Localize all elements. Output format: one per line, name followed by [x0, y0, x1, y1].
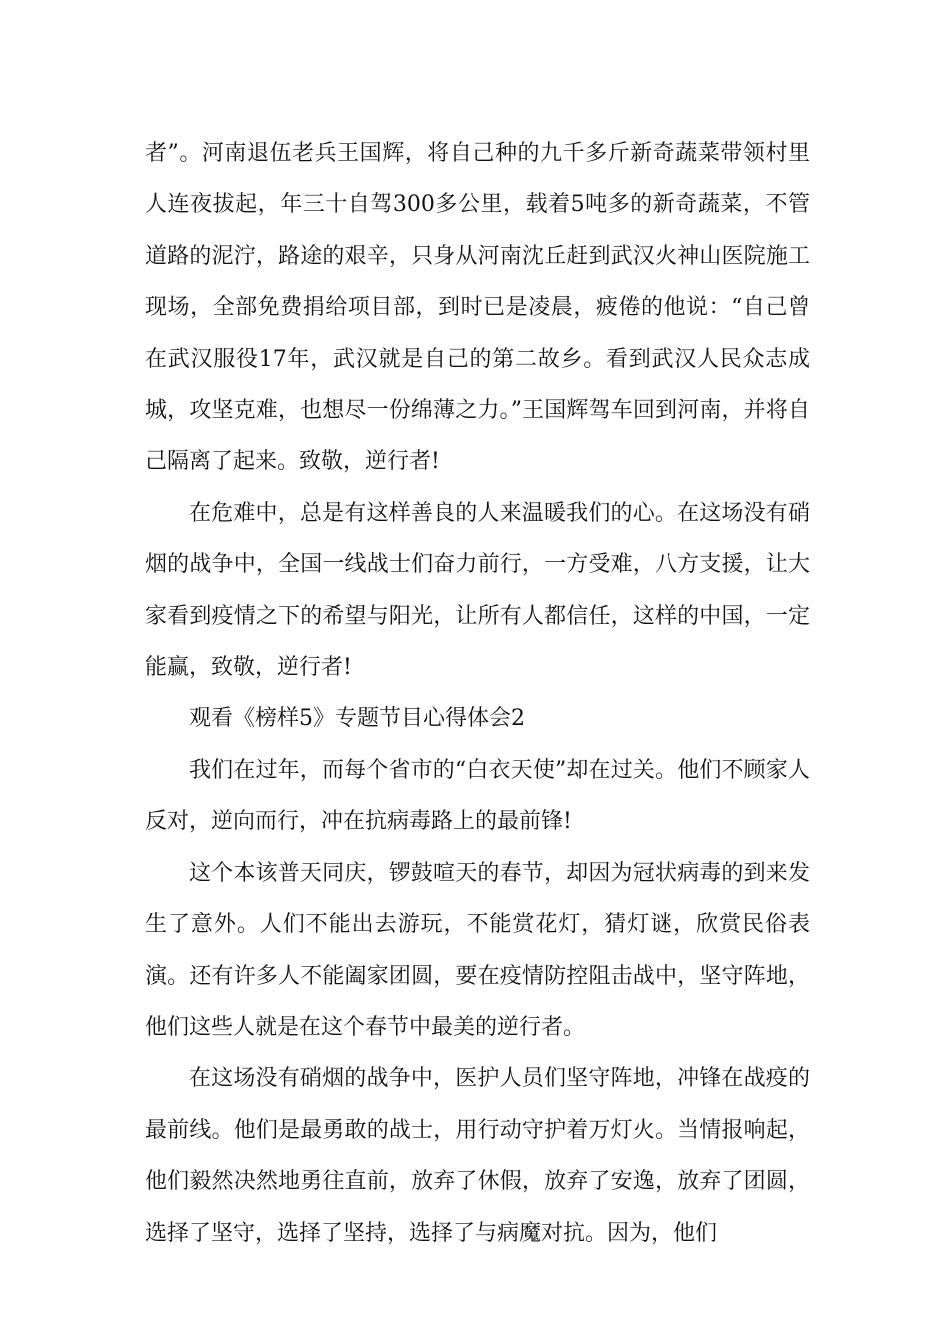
section-heading: 观看《榜样5》专题节目心得体会2	[189, 706, 525, 732]
paragraph: 我们在过年，而每个省市的“白衣天使”却在过关。他们不顾家人反对，逆向而行，冲在抗病毒路上的最前锋!	[145, 757, 810, 835]
paragraph: 这个本该普天同庆，锣鼓喧天的春节，却因为冠状病毒的到来发生了意外。人们不能出去游玩，不能赏花灯，猜灯谜，欣赏民俗表演。还有许多人不能阖家团圆，要在疫情防控阻击战中，坚守阵地，他们这些人就是在这个春节中最美的逆行者。	[145, 860, 810, 1040]
document-body	[145, 128, 810, 1259]
paragraph: 在危难中，总是有这样善良的人来温暖我们的心。在这场没有硝烟的战争中，全国一线战士们奋力前行，一方受难，八方支援，让大家看到疫情之下的希望与阳光，让所有人都信任，这样的中国，一定能赢，致敬，逆行者!	[145, 500, 810, 681]
paragraph: 在这场没有硝烟的战争中，医护人员们坚守阵地，冲锋在战疫的最前线。他们是最勇敢的战士，用行动守护着万灯火。当情报响起，他们毅然决然地勇往直前，放弃了休假，放弃了安逸，放弃了团圆，选择了坚守，选择了坚持，选择了与病魔对抗。因为，他们	[145, 1066, 810, 1246]
paragraph-continuation: 者”。河南退伍老兵王国辉，将自己种的九千多斤新奇蔬菜带领村里人连夜拔起，年三十自驾300多公里，载着5吨多的新奇蔬菜，不管道路的泥泞，路途的艰辛，只身从河南沈丘赶到武汉火神山医院施工现场，全部免费捐给项目部，到时已是凌晨，疲倦的他说：“自己曾在武汉服役17年，武汉就是自己的第二故乡。看到武汉人民众志成城，攻坚克难，也想尽一份绵薄之力。”王国辉驾车回到河南，并将自己隔离了起来。致敬，逆行者!	[145, 141, 810, 475]
